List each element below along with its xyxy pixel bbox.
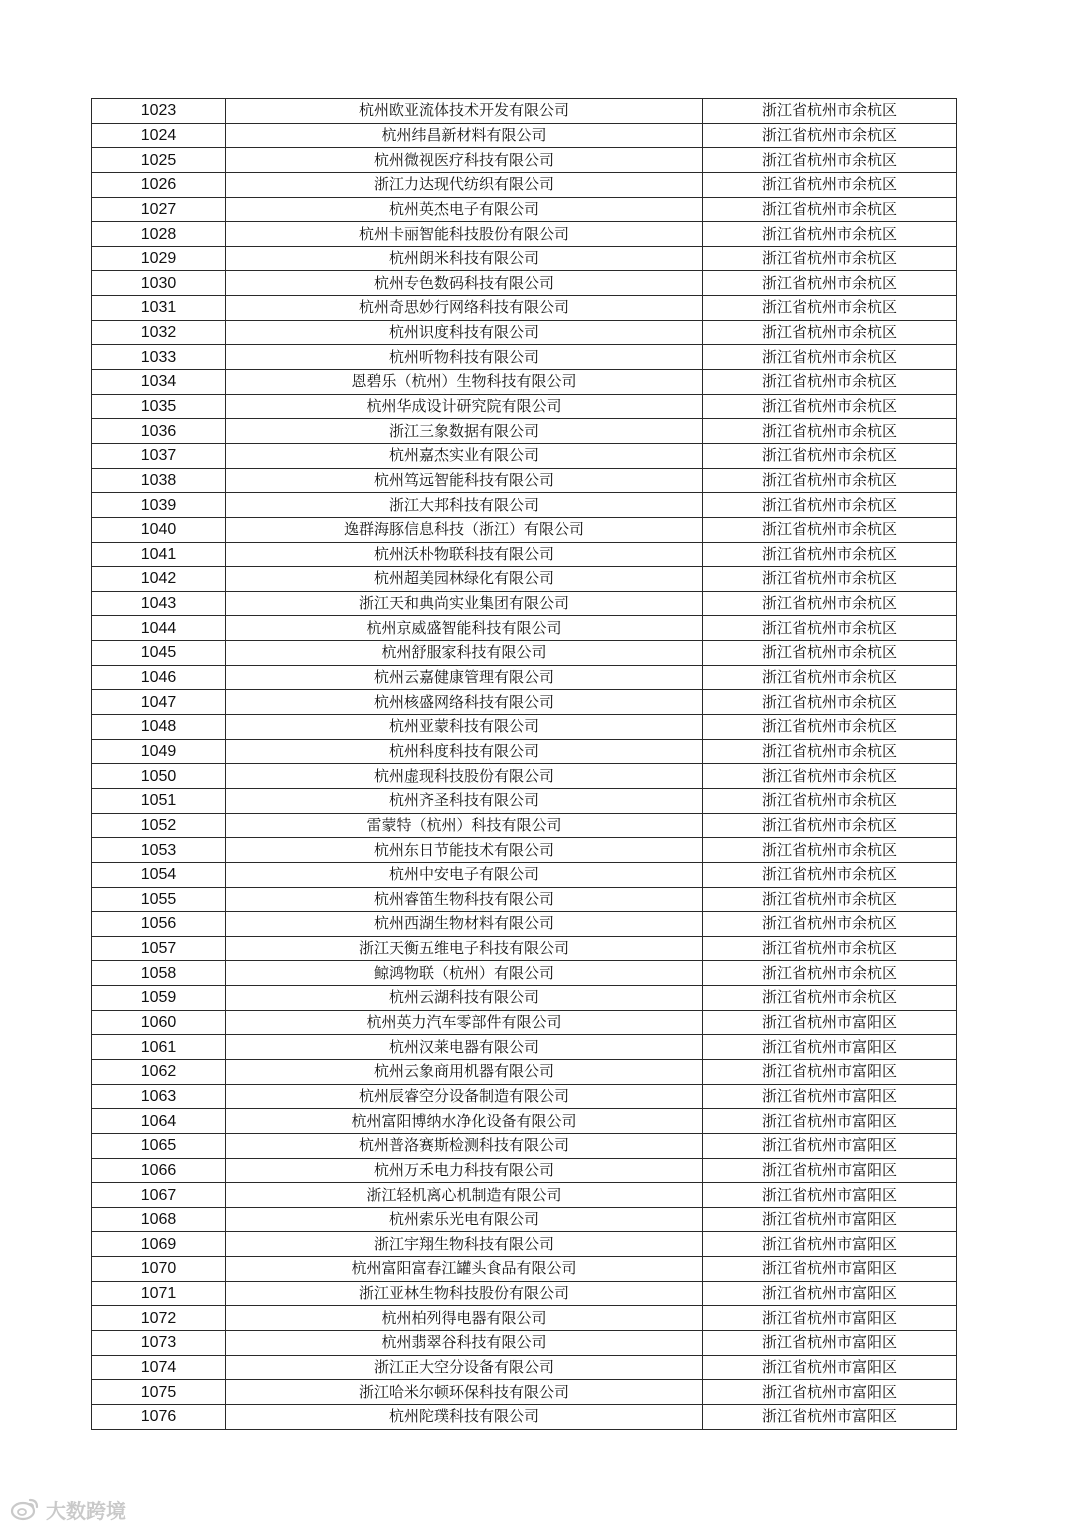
row-number-cell: 1060 bbox=[92, 1010, 226, 1035]
table-row bbox=[92, 567, 957, 592]
region-cell: 浙江省杭州市余杭区 bbox=[703, 690, 957, 715]
row-number-cell: 1074 bbox=[92, 1355, 226, 1380]
company-name-cell: 杭州汉莱电器有限公司 bbox=[226, 1035, 703, 1060]
region-cell: 浙江省杭州市余杭区 bbox=[703, 788, 957, 813]
region-cell: 浙江省杭州市余杭区 bbox=[703, 986, 957, 1011]
table-row bbox=[92, 246, 957, 271]
table-row bbox=[92, 788, 957, 813]
region-cell: 浙江省杭州市富阳区 bbox=[703, 1059, 957, 1084]
row-number-cell: 1029 bbox=[92, 246, 226, 271]
company-name-cell: 杭州万禾电力科技有限公司 bbox=[226, 1158, 703, 1183]
table-row bbox=[92, 764, 957, 789]
table-row bbox=[92, 370, 957, 395]
company-name-cell: 浙江宇翔生物科技有限公司 bbox=[226, 1232, 703, 1257]
company-name-cell: 杭州英力汽车零部件有限公司 bbox=[226, 1010, 703, 1035]
row-number-cell: 1023 bbox=[92, 99, 226, 124]
region-cell: 浙江省杭州市余杭区 bbox=[703, 517, 957, 542]
row-number-cell: 1048 bbox=[92, 715, 226, 740]
company-name-cell: 杭州超美园林绿化有限公司 bbox=[226, 567, 703, 592]
row-number-cell: 1037 bbox=[92, 443, 226, 468]
company-name-cell: 杭州中安电子有限公司 bbox=[226, 862, 703, 887]
region-cell: 浙江省杭州市余杭区 bbox=[703, 271, 957, 296]
table-row bbox=[92, 690, 957, 715]
region-cell: 浙江省杭州市余杭区 bbox=[703, 542, 957, 567]
region-cell: 浙江省杭州市余杭区 bbox=[703, 764, 957, 789]
company-name-cell: 杭州翡翠谷科技有限公司 bbox=[226, 1331, 703, 1356]
company-name-cell: 杭州睿笛生物科技有限公司 bbox=[226, 887, 703, 912]
watermark bbox=[10, 1494, 126, 1524]
region-cell: 浙江省杭州市余杭区 bbox=[703, 345, 957, 370]
table-row bbox=[92, 715, 957, 740]
table-row bbox=[92, 296, 957, 321]
company-name-cell: 杭州朗米科技有限公司 bbox=[226, 246, 703, 271]
row-number-cell: 1058 bbox=[92, 961, 226, 986]
region-cell: 浙江省杭州市富阳区 bbox=[703, 1158, 957, 1183]
company-name-cell: 浙江轻机离心机制造有限公司 bbox=[226, 1183, 703, 1208]
table-row bbox=[92, 320, 957, 345]
table-row bbox=[92, 394, 957, 419]
company-name-cell: 杭州沃朴物联科技有限公司 bbox=[226, 542, 703, 567]
row-number-cell: 1027 bbox=[92, 197, 226, 222]
region-cell: 浙江省杭州市余杭区 bbox=[703, 419, 957, 444]
table-row bbox=[92, 99, 957, 124]
company-name-cell: 杭州专色数码科技有限公司 bbox=[226, 271, 703, 296]
table-row bbox=[92, 123, 957, 148]
region-cell: 浙江省杭州市余杭区 bbox=[703, 813, 957, 838]
region-cell: 浙江省杭州市富阳区 bbox=[703, 1232, 957, 1257]
company-name-cell: 杭州云湖科技有限公司 bbox=[226, 986, 703, 1011]
company-name-cell: 逸群海豚信息科技（浙江）有限公司 bbox=[226, 517, 703, 542]
table-row bbox=[92, 1059, 957, 1084]
table-row bbox=[92, 1084, 957, 1109]
row-number-cell: 1050 bbox=[92, 764, 226, 789]
row-number-cell: 1038 bbox=[92, 468, 226, 493]
row-number-cell: 1071 bbox=[92, 1281, 226, 1306]
row-number-cell: 1041 bbox=[92, 542, 226, 567]
table-row bbox=[92, 936, 957, 961]
region-cell: 浙江省杭州市余杭区 bbox=[703, 296, 957, 321]
region-cell: 浙江省杭州市富阳区 bbox=[703, 1183, 957, 1208]
row-number-cell: 1030 bbox=[92, 271, 226, 296]
table-row bbox=[92, 419, 957, 444]
table-row bbox=[92, 271, 957, 296]
row-number-cell: 1052 bbox=[92, 813, 226, 838]
company-name-cell: 杭州亚蒙科技有限公司 bbox=[226, 715, 703, 740]
table-body bbox=[92, 99, 957, 1430]
region-cell: 浙江省杭州市余杭区 bbox=[703, 936, 957, 961]
region-cell: 浙江省杭州市富阳区 bbox=[703, 1355, 957, 1380]
row-number-cell: 1072 bbox=[92, 1306, 226, 1331]
row-number-cell: 1034 bbox=[92, 370, 226, 395]
table-row bbox=[92, 1010, 957, 1035]
region-cell: 浙江省杭州市余杭区 bbox=[703, 567, 957, 592]
table-row bbox=[92, 1232, 957, 1257]
region-cell: 浙江省杭州市余杭区 bbox=[703, 665, 957, 690]
region-cell: 浙江省杭州市富阳区 bbox=[703, 1084, 957, 1109]
table-row bbox=[92, 345, 957, 370]
region-cell: 浙江省杭州市余杭区 bbox=[703, 715, 957, 740]
region-cell: 浙江省杭州市余杭区 bbox=[703, 961, 957, 986]
region-cell: 浙江省杭州市富阳区 bbox=[703, 1404, 957, 1429]
region-cell: 浙江省杭州市富阳区 bbox=[703, 1109, 957, 1134]
row-number-cell: 1035 bbox=[92, 394, 226, 419]
company-name-cell: 恩碧乐（杭州）生物科技有限公司 bbox=[226, 370, 703, 395]
row-number-cell: 1059 bbox=[92, 986, 226, 1011]
region-cell: 浙江省杭州市富阳区 bbox=[703, 1380, 957, 1405]
table-row bbox=[92, 172, 957, 197]
company-name-cell: 杭州舒服家科技有限公司 bbox=[226, 641, 703, 666]
table-row bbox=[92, 542, 957, 567]
region-cell: 浙江省杭州市富阳区 bbox=[703, 1207, 957, 1232]
row-number-cell: 1065 bbox=[92, 1133, 226, 1158]
row-number-cell: 1075 bbox=[92, 1380, 226, 1405]
table-row bbox=[92, 1281, 957, 1306]
row-number-cell: 1028 bbox=[92, 222, 226, 247]
table-row bbox=[92, 1035, 957, 1060]
row-number-cell: 1053 bbox=[92, 838, 226, 863]
region-cell: 浙江省杭州市余杭区 bbox=[703, 493, 957, 518]
row-number-cell: 1040 bbox=[92, 517, 226, 542]
table-row bbox=[92, 961, 957, 986]
company-name-cell: 浙江力达现代纺织有限公司 bbox=[226, 172, 703, 197]
company-list-table bbox=[91, 98, 957, 1430]
row-number-cell: 1051 bbox=[92, 788, 226, 813]
region-cell: 浙江省杭州市余杭区 bbox=[703, 320, 957, 345]
region-cell: 浙江省杭州市富阳区 bbox=[703, 1331, 957, 1356]
table-row bbox=[92, 1109, 957, 1134]
region-cell: 浙江省杭州市余杭区 bbox=[703, 912, 957, 937]
row-number-cell: 1039 bbox=[92, 493, 226, 518]
row-number-cell: 1033 bbox=[92, 345, 226, 370]
table-row bbox=[92, 591, 957, 616]
table-row bbox=[92, 616, 957, 641]
region-cell: 浙江省杭州市余杭区 bbox=[703, 370, 957, 395]
table-row bbox=[92, 862, 957, 887]
company-name-cell: 杭州奇思妙行网络科技有限公司 bbox=[226, 296, 703, 321]
company-name-cell: 杭州听物科技有限公司 bbox=[226, 345, 703, 370]
region-cell: 浙江省杭州市余杭区 bbox=[703, 222, 957, 247]
region-cell: 浙江省杭州市余杭区 bbox=[703, 246, 957, 271]
table-row bbox=[92, 468, 957, 493]
company-name-cell: 浙江天和典尚实业集团有限公司 bbox=[226, 591, 703, 616]
row-number-cell: 1076 bbox=[92, 1404, 226, 1429]
region-cell: 浙江省杭州市富阳区 bbox=[703, 1133, 957, 1158]
table-row bbox=[92, 1133, 957, 1158]
row-number-cell: 1063 bbox=[92, 1084, 226, 1109]
row-number-cell: 1067 bbox=[92, 1183, 226, 1208]
company-name-cell: 杭州英杰电子有限公司 bbox=[226, 197, 703, 222]
company-name-cell: 杭州华成设计研究院有限公司 bbox=[226, 394, 703, 419]
table-row bbox=[92, 1183, 957, 1208]
region-cell: 浙江省杭州市余杭区 bbox=[703, 591, 957, 616]
region-cell: 浙江省杭州市余杭区 bbox=[703, 641, 957, 666]
row-number-cell: 1047 bbox=[92, 690, 226, 715]
company-name-cell: 杭州云象商用机器有限公司 bbox=[226, 1059, 703, 1084]
watermark-text: 大数跨境 bbox=[46, 1498, 126, 1523]
row-number-cell: 1032 bbox=[92, 320, 226, 345]
table-row bbox=[92, 197, 957, 222]
table-row bbox=[92, 1306, 957, 1331]
table-row bbox=[92, 739, 957, 764]
row-number-cell: 1042 bbox=[92, 567, 226, 592]
region-cell: 浙江省杭州市余杭区 bbox=[703, 123, 957, 148]
row-number-cell: 1026 bbox=[92, 172, 226, 197]
table-row bbox=[92, 493, 957, 518]
company-name-cell: 杭州京威盛智能科技有限公司 bbox=[226, 616, 703, 641]
company-name-cell: 杭州普洛赛斯检测科技有限公司 bbox=[226, 1133, 703, 1158]
company-name-cell: 杭州陀璞科技有限公司 bbox=[226, 1404, 703, 1429]
row-number-cell: 1068 bbox=[92, 1207, 226, 1232]
company-name-cell: 雷蒙特（杭州）科技有限公司 bbox=[226, 813, 703, 838]
table-row bbox=[92, 1257, 957, 1282]
company-name-cell: 杭州富阳富春江罐头食品有限公司 bbox=[226, 1257, 703, 1282]
region-cell: 浙江省杭州市余杭区 bbox=[703, 739, 957, 764]
company-name-cell: 浙江亚林生物科技股份有限公司 bbox=[226, 1281, 703, 1306]
table-row bbox=[92, 1158, 957, 1183]
company-name-cell: 杭州西湖生物材料有限公司 bbox=[226, 912, 703, 937]
company-name-cell: 杭州卡丽智能科技股份有限公司 bbox=[226, 222, 703, 247]
table-row bbox=[92, 517, 957, 542]
company-name-cell: 杭州欧亚流体技术开发有限公司 bbox=[226, 99, 703, 124]
company-name-cell: 杭州齐圣科技有限公司 bbox=[226, 788, 703, 813]
row-number-cell: 1061 bbox=[92, 1035, 226, 1060]
region-cell: 浙江省杭州市余杭区 bbox=[703, 394, 957, 419]
table-row bbox=[92, 838, 957, 863]
table-row bbox=[92, 1404, 957, 1429]
company-name-cell: 浙江大邦科技有限公司 bbox=[226, 493, 703, 518]
row-number-cell: 1031 bbox=[92, 296, 226, 321]
region-cell: 浙江省杭州市余杭区 bbox=[703, 887, 957, 912]
company-name-cell: 杭州辰睿空分设备制造有限公司 bbox=[226, 1084, 703, 1109]
row-number-cell: 1066 bbox=[92, 1158, 226, 1183]
region-cell: 浙江省杭州市余杭区 bbox=[703, 443, 957, 468]
region-cell: 浙江省杭州市富阳区 bbox=[703, 1306, 957, 1331]
table-row bbox=[92, 148, 957, 173]
row-number-cell: 1064 bbox=[92, 1109, 226, 1134]
row-number-cell: 1069 bbox=[92, 1232, 226, 1257]
company-name-cell: 杭州云嘉健康管理有限公司 bbox=[226, 665, 703, 690]
company-name-cell: 杭州微视医疗科技有限公司 bbox=[226, 148, 703, 173]
company-name-cell: 浙江三象数据有限公司 bbox=[226, 419, 703, 444]
region-cell: 浙江省杭州市富阳区 bbox=[703, 1035, 957, 1060]
row-number-cell: 1049 bbox=[92, 739, 226, 764]
table-row bbox=[92, 1355, 957, 1380]
row-number-cell: 1056 bbox=[92, 912, 226, 937]
region-cell: 浙江省杭州市余杭区 bbox=[703, 99, 957, 124]
row-number-cell: 1045 bbox=[92, 641, 226, 666]
company-name-cell: 杭州科度科技有限公司 bbox=[226, 739, 703, 764]
row-number-cell: 1070 bbox=[92, 1257, 226, 1282]
company-name-cell: 鲸鸿物联（杭州）有限公司 bbox=[226, 961, 703, 986]
row-number-cell: 1073 bbox=[92, 1331, 226, 1356]
table-row bbox=[92, 813, 957, 838]
table-row bbox=[92, 641, 957, 666]
region-cell: 浙江省杭州市余杭区 bbox=[703, 616, 957, 641]
company-name-cell: 杭州识度科技有限公司 bbox=[226, 320, 703, 345]
weibo-logo-icon bbox=[10, 1497, 40, 1521]
company-name-cell: 杭州东日节能技术有限公司 bbox=[226, 838, 703, 863]
table-row bbox=[92, 222, 957, 247]
region-cell: 浙江省杭州市余杭区 bbox=[703, 172, 957, 197]
row-number-cell: 1043 bbox=[92, 591, 226, 616]
company-name-cell: 杭州核盛网络科技有限公司 bbox=[226, 690, 703, 715]
table-row bbox=[92, 986, 957, 1011]
company-name-cell: 浙江正大空分设备有限公司 bbox=[226, 1355, 703, 1380]
table-row bbox=[92, 665, 957, 690]
region-cell: 浙江省杭州市余杭区 bbox=[703, 862, 957, 887]
table-row bbox=[92, 443, 957, 468]
table-row bbox=[92, 912, 957, 937]
table-row bbox=[92, 887, 957, 912]
row-number-cell: 1036 bbox=[92, 419, 226, 444]
table-row bbox=[92, 1207, 957, 1232]
row-number-cell: 1044 bbox=[92, 616, 226, 641]
table-row bbox=[92, 1331, 957, 1356]
row-number-cell: 1062 bbox=[92, 1059, 226, 1084]
region-cell: 浙江省杭州市富阳区 bbox=[703, 1010, 957, 1035]
company-name-cell: 杭州嘉杰实业有限公司 bbox=[226, 443, 703, 468]
region-cell: 浙江省杭州市余杭区 bbox=[703, 468, 957, 493]
company-name-cell: 杭州富阳博纳水净化设备有限公司 bbox=[226, 1109, 703, 1134]
region-cell: 浙江省杭州市富阳区 bbox=[703, 1257, 957, 1282]
row-number-cell: 1057 bbox=[92, 936, 226, 961]
row-number-cell: 1046 bbox=[92, 665, 226, 690]
region-cell: 浙江省杭州市余杭区 bbox=[703, 148, 957, 173]
company-name-cell: 浙江哈米尔顿环保科技有限公司 bbox=[226, 1380, 703, 1405]
table-row bbox=[92, 1380, 957, 1405]
row-number-cell: 1055 bbox=[92, 887, 226, 912]
company-name-cell: 浙江天衡五维电子科技有限公司 bbox=[226, 936, 703, 961]
region-cell: 浙江省杭州市富阳区 bbox=[703, 1281, 957, 1306]
company-name-cell: 杭州纬昌新材料有限公司 bbox=[226, 123, 703, 148]
row-number-cell: 1025 bbox=[92, 148, 226, 173]
company-name-cell: 杭州笃远智能科技有限公司 bbox=[226, 468, 703, 493]
row-number-cell: 1054 bbox=[92, 862, 226, 887]
region-cell: 浙江省杭州市余杭区 bbox=[703, 838, 957, 863]
row-number-cell: 1024 bbox=[92, 123, 226, 148]
company-name-cell: 杭州索乐光电有限公司 bbox=[226, 1207, 703, 1232]
company-name-cell: 杭州柏列得电器有限公司 bbox=[226, 1306, 703, 1331]
region-cell: 浙江省杭州市余杭区 bbox=[703, 197, 957, 222]
company-name-cell: 杭州虚现科技股份有限公司 bbox=[226, 764, 703, 789]
